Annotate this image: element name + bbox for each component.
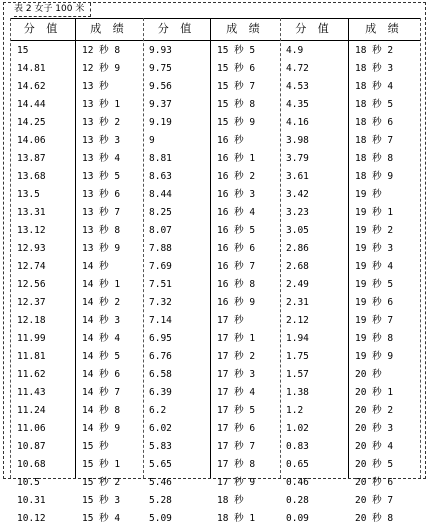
score-column — [149, 42, 172, 528]
table-cell: 2.12 — [286, 315, 309, 326]
table-cell: 18 秒 1 — [217, 513, 256, 524]
table-cell: 4.35 — [286, 99, 309, 110]
table-header-row — [10, 18, 421, 40]
table-cell: 12.93 — [17, 243, 46, 254]
table-cell: 16 秒 5 — [217, 225, 256, 236]
column-divider — [210, 18, 211, 478]
table-cell: 17 秒 6 — [217, 423, 256, 434]
table-cell: 14 秒 3 — [82, 315, 121, 326]
table-cell: 5.46 — [149, 477, 172, 488]
table-cell: 3.98 — [286, 135, 309, 146]
score-table — [10, 18, 421, 524]
table-cell: 19 秒 9 — [355, 351, 394, 362]
table-cell: 6.76 — [149, 351, 172, 362]
table-cell: 10.31 — [17, 495, 46, 506]
score-column — [286, 42, 309, 528]
table-cell: 1.38 — [286, 387, 309, 398]
table-cell: 20 秒 2 — [355, 405, 394, 416]
table-cell: 14 秒 — [82, 261, 109, 272]
table-cell: 18 秒 3 — [355, 63, 394, 74]
table-cell: 20 秒 8 — [355, 513, 394, 524]
table-cell: 19 秒 6 — [355, 297, 394, 308]
table-cell: 12 秒 8 — [82, 45, 121, 56]
table-cell: 10.68 — [17, 459, 46, 470]
table-cell: 7.88 — [149, 243, 172, 254]
table-cell: 17 秒 — [217, 315, 244, 326]
table-cell: 18 秒 8 — [355, 153, 394, 164]
table-cell: 9.93 — [149, 45, 172, 56]
table-cell: 20 秒 1 — [355, 387, 394, 398]
table-cell: 13 秒 3 — [82, 135, 121, 146]
table-cell: 14 秒 5 — [82, 351, 121, 362]
column-divider — [10, 18, 11, 478]
table-cell: 4.16 — [286, 117, 309, 128]
table-cell: 15 秒 2 — [82, 477, 121, 488]
table-cell: 17 秒 3 — [217, 369, 256, 380]
table-cell: 14 秒 1 — [82, 279, 121, 290]
table-cell: 19 秒 8 — [355, 333, 394, 344]
table-cell: 18 秒 5 — [355, 99, 394, 110]
table-cell: 15 — [17, 45, 29, 56]
column-divider — [348, 18, 349, 478]
table-cell: 8.44 — [149, 189, 172, 200]
table-cell: 18 秒 9 — [355, 171, 394, 182]
table-cell: 9.56 — [149, 81, 172, 92]
table-cell: 20 秒 5 — [355, 459, 394, 470]
table-cell: 13 秒 7 — [82, 207, 121, 218]
table-cell: 17 秒 7 — [217, 441, 256, 452]
table-cell: 8.81 — [149, 153, 172, 164]
table-cell: 1.2 — [286, 405, 304, 416]
table-cell: 19 秒 5 — [355, 279, 394, 290]
table-cell: 19 秒 1 — [355, 207, 394, 218]
table-cell: 12.18 — [17, 315, 46, 326]
table-cell: 14 秒 7 — [82, 387, 121, 398]
table-cell: 3.61 — [286, 171, 309, 182]
table-cell: 5.65 — [149, 459, 172, 470]
table-cell: 17 秒 5 — [217, 405, 256, 416]
result-column — [82, 42, 120, 528]
table-cell: 2.49 — [286, 279, 309, 290]
table-cell: 8.25 — [149, 207, 172, 218]
header-score: 分 值 — [157, 22, 196, 35]
table-cell: 15 秒 8 — [217, 99, 256, 110]
table-cell: 12 秒 9 — [82, 63, 121, 74]
table-cell: 12.74 — [17, 261, 46, 272]
result-column — [217, 42, 255, 528]
table-cell: 14 秒 9 — [82, 423, 121, 434]
table-cell: 13 秒 1 — [82, 99, 121, 110]
score-column — [17, 42, 46, 528]
table-cell: 5.09 — [149, 513, 172, 524]
table-cell: 15 秒 — [82, 441, 109, 452]
table-cell: 16 秒 8 — [217, 279, 256, 290]
table-cell: 20 秒 — [355, 369, 382, 380]
table-cell: 18 秒 2 — [355, 45, 394, 56]
table-cell: 1.75 — [286, 351, 309, 362]
table-cell: 9.37 — [149, 99, 172, 110]
table-cell: 17 秒 1 — [217, 333, 256, 344]
table-cell: 17 秒 2 — [217, 351, 256, 362]
table-cell: 11.81 — [17, 351, 46, 362]
result-column — [355, 42, 393, 528]
table-cell: 13 秒 5 — [82, 171, 121, 182]
table-cell: 13 秒 4 — [82, 153, 121, 164]
table-cell: 8.63 — [149, 171, 172, 182]
table-cell: 6.2 — [149, 405, 167, 416]
table-cell: 6.58 — [149, 369, 172, 380]
table-cell: 17 秒 4 — [217, 387, 256, 398]
table-cell: 11.43 — [17, 387, 46, 398]
table-cell: 15 秒 9 — [217, 117, 256, 128]
table-cell: 18 秒 6 — [355, 117, 394, 128]
table-cell: 14.06 — [17, 135, 46, 146]
table-cell: 10.5 — [17, 477, 40, 488]
column-divider — [143, 18, 144, 478]
table-cell: 18 秒 4 — [355, 81, 394, 92]
header-score: 分 值 — [23, 22, 62, 35]
table-cell: 9.75 — [149, 63, 172, 74]
table-cell: 8.07 — [149, 225, 172, 236]
table-cell: 12.56 — [17, 279, 46, 290]
table-cell: 2.86 — [286, 243, 309, 254]
table-cell: 13 秒 8 — [82, 225, 121, 236]
table-cell: 20 秒 6 — [355, 477, 394, 488]
table-cell: 0.28 — [286, 495, 309, 506]
table-cell: 0.83 — [286, 441, 309, 452]
table-cell: 5.83 — [149, 441, 172, 452]
table-cell: 20 秒 4 — [355, 441, 394, 452]
table-cell: 0.46 — [286, 477, 309, 488]
table-cell: 16 秒 — [217, 135, 244, 146]
table-cell: 4.53 — [286, 81, 309, 92]
header-result: 成 绩 — [365, 22, 403, 35]
table-cell: 13 秒 2 — [82, 117, 121, 128]
table-cell: 15 秒 4 — [82, 513, 121, 524]
table-cell: 3.05 — [286, 225, 309, 236]
table-cell: 13.5 — [17, 189, 40, 200]
table-cell: 11.62 — [17, 369, 46, 380]
table-cell: 4.72 — [286, 63, 309, 74]
table-cell: 16 秒 6 — [217, 243, 256, 254]
table-cell: 7.14 — [149, 315, 172, 326]
header-result: 成 绩 — [90, 22, 128, 35]
table-cell: 12.37 — [17, 297, 46, 308]
table-cell: 19 秒 2 — [355, 225, 394, 236]
table-cell: 2.31 — [286, 297, 309, 308]
table-cell: 15 秒 3 — [82, 495, 121, 506]
table-cell: 13 秒 9 — [82, 243, 121, 254]
table-cell: 13 秒 — [82, 81, 109, 92]
table-cell: 13.87 — [17, 153, 46, 164]
header-score: 分 值 — [295, 22, 333, 35]
table-cell: 14 秒 4 — [82, 333, 121, 344]
table-cell: 7.51 — [149, 279, 172, 290]
table-cell: 3.79 — [286, 153, 309, 164]
table-cell: 13.12 — [17, 225, 46, 236]
table-cell: 14 秒 2 — [82, 297, 121, 308]
table-cell: 0.65 — [286, 459, 309, 470]
table-cell: 6.02 — [149, 423, 172, 434]
table-cell: 20 秒 7 — [355, 495, 394, 506]
table-cell: 13.31 — [17, 207, 46, 218]
column-divider — [75, 18, 76, 478]
table-caption: 表 2 女子 100 米 — [14, 3, 91, 17]
table-cell: 1.02 — [286, 423, 309, 434]
table-cell: 16 秒 4 — [217, 207, 256, 218]
table-cell: 7.69 — [149, 261, 172, 272]
table-cell: 16 秒 2 — [217, 171, 256, 182]
table-cell: 14 秒 6 — [82, 369, 121, 380]
table-cell: 0.09 — [286, 513, 309, 524]
table-cell: 19 秒 3 — [355, 243, 394, 254]
table-cell: 15 秒 6 — [217, 63, 256, 74]
table-cell: 7.32 — [149, 297, 172, 308]
table-cell: 17 秒 9 — [217, 477, 256, 488]
table-cell: 9.19 — [149, 117, 172, 128]
table-cell: 1.57 — [286, 369, 309, 380]
table-cell: 16 秒 3 — [217, 189, 256, 200]
table-cell: 15 秒 7 — [217, 81, 256, 92]
column-divider — [420, 18, 421, 478]
table-cell: 14.62 — [17, 81, 46, 92]
table-cell: 1.94 — [286, 333, 309, 344]
table-cell: 13 秒 6 — [82, 189, 121, 200]
table-cell: 11.99 — [17, 333, 46, 344]
table-cell: 16 秒 7 — [217, 261, 256, 272]
table-cell: 20 秒 3 — [355, 423, 394, 434]
header-divider — [10, 40, 421, 41]
table-cell: 18 秒 — [217, 495, 244, 506]
table-cell: 9 — [149, 135, 155, 146]
table-cell: 14.44 — [17, 99, 46, 110]
table-cell: 19 秒 4 — [355, 261, 394, 272]
table-cell: 5.28 — [149, 495, 172, 506]
table-cell: 16 秒 9 — [217, 297, 256, 308]
table-cell: 14 秒 8 — [82, 405, 121, 416]
table-cell: 14.25 — [17, 117, 46, 128]
table-cell: 2.68 — [286, 261, 309, 272]
table-cell: 11.06 — [17, 423, 46, 434]
table-cell: 13.68 — [17, 171, 46, 182]
header-result: 成 绩 — [226, 22, 264, 35]
table-cell: 16 秒 1 — [217, 153, 256, 164]
table-cell: 3.42 — [286, 189, 309, 200]
table-cell: 18 秒 7 — [355, 135, 394, 146]
table-cell: 6.39 — [149, 387, 172, 398]
table-cell: 10.87 — [17, 441, 46, 452]
table-cell: 14.81 — [17, 63, 46, 74]
table-cell: 4.9 — [286, 45, 304, 56]
table-cell: 15 秒 5 — [217, 45, 256, 56]
table-cell: 19 秒 — [355, 189, 382, 200]
table-cell: 3.23 — [286, 207, 309, 218]
column-divider — [280, 18, 281, 478]
table-cell: 15 秒 1 — [82, 459, 121, 470]
table-cell: 19 秒 7 — [355, 315, 394, 326]
table-cell: 6.95 — [149, 333, 172, 344]
table-cell: 17 秒 8 — [217, 459, 256, 470]
table-cell: 10.12 — [17, 513, 46, 524]
table-cell: 11.24 — [17, 405, 46, 416]
